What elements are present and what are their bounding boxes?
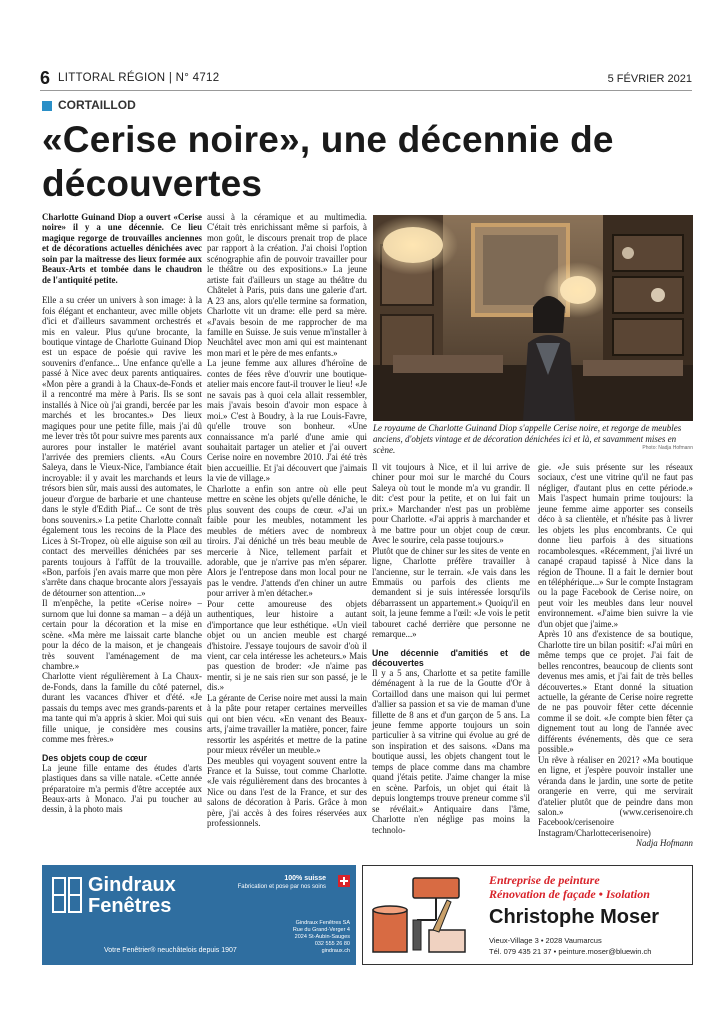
paragraph: gie. «Je suis présente sur les réseaux sociaux, c'est une vitrine qu'il ne faut pas négliger, d'autant plus en cette période.» Mais l'aspect humain prime toujours: la jeune femme aime apporter ses conseils déco à sa clientèle, et n'hésite pas à livrer les objets les plus encombrants. Ce qui donne lieu parfois à des situations rocambolesques. «Récemment, j'ai livré un canapé crapaud tapissé à Nice dans la région de Thoune. Il a fait le dernier bout en téléphérique...» Sur le compte Instagram ou la page Facebook de Cerise noire, on peut voir les meubles dans leur nouvel environnement. «J'aime bien suivre la vie d'un objet que j'aime.» (538, 462, 693, 629)
article-column-1 (42, 212, 202, 815)
paragraph: Elle a su créer un univers à son image: à la fois élégant et enchanteur, avec mille objets d'ici et d'ailleurs savamment orchestrés et mis en valeur. Plus qu'une brocante, la boutique vintage de Charlotte Guinand Diop est un espace de poésie qui ravive les souvenirs d'enfance... Une enfance qu'elle a passé à Nice avec deux parents antiquaires. «Mon père a grandi à la Chaux-de-Fonds et il a rencontré ma mère à Paris. Ils se sont installés à Nice où j'ai grandi, bercée par les marchés et les brocantes.» Des lieux magiques pour une petite fille, mais j'ai dû me lever très tôt pour suivre mes parents aux aurores pour installer le matériel avant l'arrivée des premiers clients. «Au Cours Saleya, dans le Vieux-Nice, l'ambiance était incroyable: il y avait les marchands et leurs trésors bien sûr, mais aussi des automates, le joueur d'orgue de barbarie et une chanteuse dans le style d'Edith Piaf... Ce sont de très bons souvenirs.» La petite Charlotte connaît également tous les recoins de la Place des Lices à St-Tropez, où elle aiguise son œil au contact des merveilles dénichées par ses parents toujours à l'affût de la trouvaille. «Bon, parfois j'en avais marre que mon père s'arrête dans chaque brocante alors j'essayais de détourner son attention...» (42, 295, 202, 598)
swiss-flag-icon (338, 875, 350, 887)
photo-caption: Le royaume de Charlotte Guinand Diop s'appelle Cerise noire, et regorge de meubles anciens, d'objets vintage et de décoration dénichées ici et là, et savamment mises en scène. (373, 423, 682, 455)
paragraph: La jeune fille entame des études d'arts plastiques dans sa ville natale. «Cette année préparatoire m'a permis d'être acceptée aux Beaux-arts à Monaco. J'ai pu toucher au dessin, à la photo mais (42, 762, 202, 815)
paragraph: Des meubles qui voyagent souvent entre la France et la Suisse, tout comme Charlotte. «Je vais régulièrement dans des brocantes à Nice ou dans l'est de la France, et sur des salons de décoration à Paris. Grâce à mon père, j'ai accès à des foires réservées aux professionnels. (207, 755, 367, 829)
moser-address: Vieux-Village 3 • 2028 Vaumarcus (489, 936, 602, 945)
issue-date: 5 FÉVRIER 2021 (607, 73, 692, 85)
moser-ad[interactable] (362, 865, 693, 965)
gindraux-phone: 032 555 26 80 (314, 941, 350, 947)
paragraph: aussi à la céramique et au multimedia. C'était très enrichissant même si parfois, à mon goût, le discours prenait trop de place par rapport à la création. J'ai choisi l'option scénographie afin de pouvoir travailler pour le théâtre ou des expositions.» La jeune artiste fait d'ailleurs un stage au théâtre du Châtelet à Paris, puis dans une galerie d'art. A 23 ans, alors qu'elle termine sa formation, Charlotte vit un drame: elle perd sa mère. «J'avais besoin de me rapprocher de ma famille en Suisse. Je suis venue m'installer à Neuchâtel avec mon ami qui est maintenant mon mari et le père de mes enfants.» (207, 212, 367, 358)
moser-name: Christophe Moser (489, 906, 660, 928)
gindraux-web[interactable]: gindraux.ch (321, 948, 350, 954)
rubric-marker (42, 101, 52, 111)
paragraph: Il m'enpêche, la petite «Cerise noire» – surnom que lui donne sa maman – a déjà un certain pour la décoration et la mise en scène. «Ma mère me laissait carte blanche pour la déco de la maison, et je changeais très souvent l'aménagement de ma chambre.» (42, 598, 202, 672)
subheading: Des objets coup de cœur (42, 752, 148, 763)
gindraux-brand-line1: Gindraux (88, 874, 176, 896)
paragraph: Après 10 ans d'existence de sa boutique, Charlotte tire un bilan positif: «J'ai mûri en même temps que ce projet. J'ai fait de belles rencontres, beaucoup de clients sont devenus mes amis, et j'ai fait de très belles découvertes.» Etant donné la situation actuelle, la gérante de Cerise noire regrette de ne pas pouvoir fêter cette décennie comme il se doit. «Je compte bien fêter ça dignement tout au long de l'année avec différents événements, dès que ce sera possible.» (538, 629, 693, 755)
subheading: Une décennie d'amitiés et de découvertes (372, 647, 530, 668)
newspaper-name: LITTORAL RÉGION | N° 4712 (58, 72, 220, 84)
paragraph: Pour cette amoureuse des objets authentiques, leur histoire a autant d'importance que leur esthétique. «Un vieil objet ou un ancien meuble est chargé d'histoire. J'essaye toujours de savoir d'où il vient, car cela intéresse les acheteurs.» Mais pas question de broder: «Je n'aime pas mentir, si je ne sais rien sur son passé, je le dis.» (207, 598, 367, 693)
paragraph: Charlotte vient régulièrement à La Chaux-de-Fonds, dans la famille du côté paternel, durant les vacances d'hiver et d'été. «Je passais du temps avec mes grands-parents et ma tante qui m'a appris à skier. Moi qui suis fille unique, je considère mes cousins comme mes frères.» (42, 671, 202, 745)
header-rule (40, 90, 692, 91)
paragraph: Il y a 5 ans, Charlotte et sa petite famille déménagent à la rue de la Goutte d'Or à Cortaillod dans une maison qui lui permet d'allier sa passion et sa vie de maman d'une fillette de 8 ans et d'un garçon de 5 ans. La jeune femme apporte toujours un soin particulier à sa vitrine qui évolue au gré de son inspiration et des saisons. «Dans ma boutique aussi, les objets changent tout le temps de place comme dans ma chambre quand j'étais petite. J'aime changer la mise en scène. Parfois, un objet qui était là depuis longtemps trouve preneur comme s'il se révélait.» Antiquaire dans l'âme, Charlotte n'en néglige pas moins la technolo- (372, 667, 530, 835)
gindraux-slogan: Votre Fenêtrier® neuchâtelois depuis 1907 (104, 947, 237, 954)
paragraph: Il vit toujours à Nice, et il lui arrive de chiner pour moi sur le marché du Cours Saleya où tout le monde m'a vu grandir. Il dit: c'est pour la petite, et on lui fait un prix.» Marchander n'est pas un problème pour Charlotte. «J'ai appris à marchander et à me battre pour un objet coup de cœur. Avec le sourire, cela passe toujours.» (372, 462, 530, 546)
gindraux-brand-line2: Fenêtres (88, 895, 172, 917)
article-column-3 (372, 462, 530, 835)
article-headline: «Cerise noire», une décennie de découvertes (42, 119, 614, 204)
gindraux-company: Gindraux Fenêtres SA (295, 920, 350, 926)
paragraph: Un rêve à réaliser en 2021? «Ma boutique en ligne, et j'espère pouvoir installer une véranda dans le jardin, une sorte de petite orangerie en verre, qui me servirait d'atelier plutôt que de peindre dans mon salon.» (www.cerisenoire.ch Facebook/cerisenoire Instagram/Charlottecerisenoire) (538, 754, 693, 838)
moser-contact[interactable]: Tél. 079 435 21 37 • peinture.moser@bluewin.ch (489, 947, 652, 956)
window-logo-icon (52, 877, 82, 913)
gindraux-tagline1: 100% suisse (284, 875, 326, 882)
gindraux-address1: Rue du Grand-Verger 4 (292, 927, 350, 933)
article-column-4 (538, 462, 693, 849)
rubric-label: CORTAILLOD (58, 98, 136, 112)
gindraux-tagline2: Fabrication et pose par nos soins (237, 884, 326, 890)
gindraux-address-block (293, 920, 350, 955)
moser-line2: Rénovation de façade • Isolation (489, 887, 650, 901)
page-number: 6 (40, 68, 51, 88)
photo-credit: Photo: Nadja Hofmann (642, 445, 693, 451)
moser-line1: Entreprise de peinture (489, 873, 600, 887)
paint-tools-illustration (367, 870, 471, 960)
gindraux-ad[interactable] (42, 865, 356, 965)
article-photo (373, 215, 693, 421)
author-signature: Nadja Hofmann (636, 838, 693, 849)
paragraph: La gérante de Cerise noire met aussi la main à la pâte pour retaper certaines merveilles qui ont bien vécu. «En venant des Beaux-arts, j'aime travailler la matière, poncer, faire ressortir les aspérités et mettre de la patine pour mieux révéler un meuble.» (207, 692, 367, 756)
article-column-2 (207, 212, 367, 829)
paragraph: Charlotte a enfin son antre où elle peut mettre en scène les objets qu'elle déniche, le plus souvent des coups de cœur. «J'ai un faible pour les meubles, notamment les meubles de métiers avec de nombreux tiroirs. J'ai déniché un très beau meuble de mercerie à Nice, tellement parfait et adorable, que je n'arrive pas m'en séparer. Alors je l'entrepose dans mon local pour ne pas le vendre. J'attends d'en chiner un autre pour arriver à m'en détacher.» (207, 483, 367, 599)
gindraux-address2: 2024 St-Aubin-Sauges (294, 934, 350, 940)
article-lead: Charlotte Guinand Diop a ouvert «Cerise noire» il y a une décennie. Ce lieu magique regorge de trouvailles anciennes et de décorations actuelles dénichées avec soin par la maîtresse des lieux formée aux Beaux-Arts et tombée dans le chaudron de l'antiquité petite. (42, 212, 202, 285)
boutique-photo-illustration (373, 215, 693, 421)
paragraph: La jeune femme aux allures d'héroïne de contes de fées rêve d'ouvrir une boutique-atelier mais encore faut-il trouver le lieu! «Je ne savais pas à quoi cela allait ressembler, mais j'avais besoin d'avoir mon espace à moi.» C'est à Boudry, à la rue Louis-Favre, qu'elle trouve son bonheur. «Une connaissance m'a parlé d'une amie qui souhaitait partager un atelier et j'ai ouvert Cerise noire en novembre 2010. J'ai été très bien accueillie. Et j'ai découvert que j'aimais la vie de village.» (207, 358, 367, 484)
paragraph: Plutôt que de chiner sur les sites de vente en ligne, Charlotte préfère travailler à l'ancienne, sur le terrain. «Je vais dans les Emmaüs ou parfois des clients me demandent si je suis intéressée lorsqu'ils débarrassent un appartement.» Quoiqu'il en soit, la jeune femme a l'œil: «Je vois le petit tabouret caché derrière que personne ne remarque...» (372, 545, 530, 640)
